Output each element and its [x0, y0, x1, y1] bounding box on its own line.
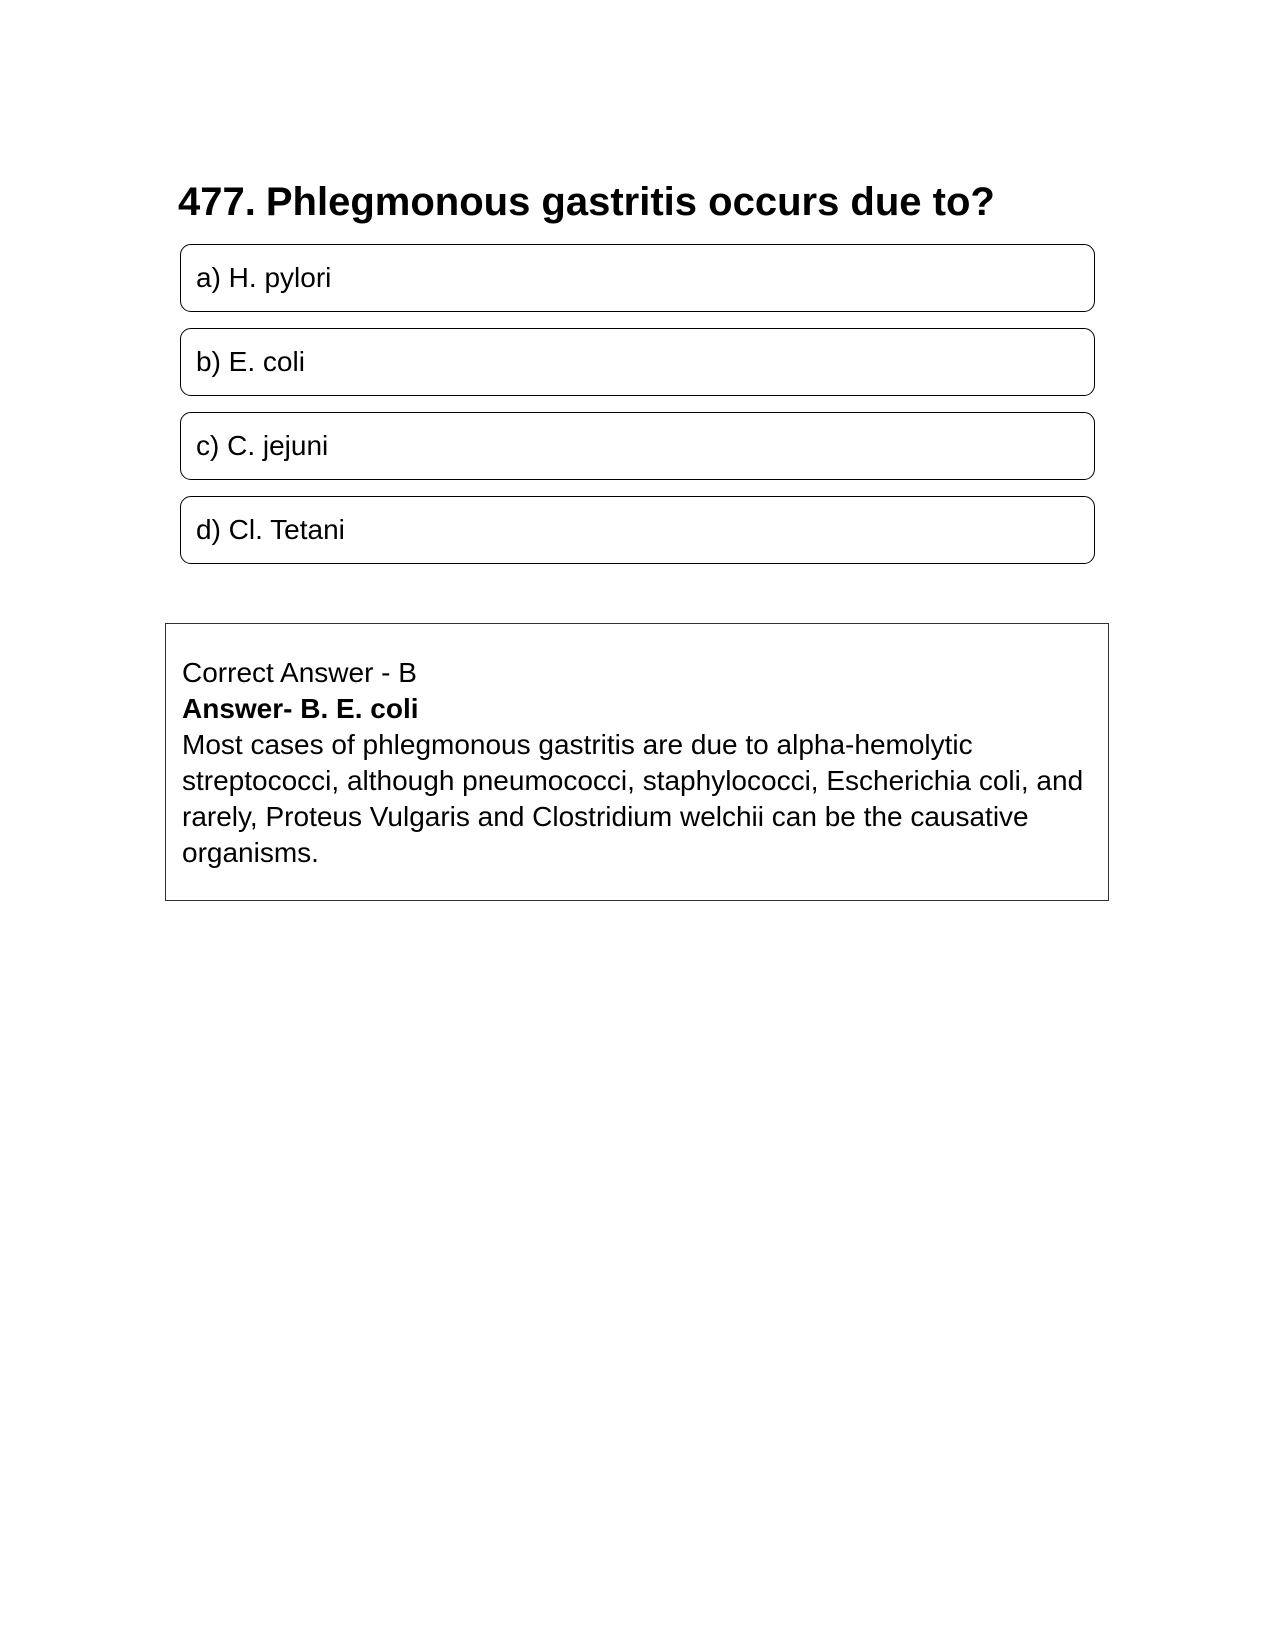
option-c[interactable]: c) C. jejuni: [180, 412, 1095, 480]
answer-title: Answer- B. E. coli: [182, 693, 419, 724]
correct-answer-label: Correct Answer - B: [182, 657, 417, 688]
answer-explanation: Most cases of phlegmonous gastritis are due to alpha-hemolytic streptococci, although pneumococci, staphylococci, Escherichia coli, and rarely, Proteus Vulgaris and Clostridium welchii can be the causative organisms.: [182, 729, 1084, 868]
question-text: Phlegmonous gastritis occurs due to?: [265, 180, 995, 224]
option-d[interactable]: d) Cl. Tetani: [180, 496, 1095, 564]
question-heading: [178, 178, 1098, 226]
option-a[interactable]: a) H. pylori: [180, 244, 1095, 312]
answer-box: [165, 623, 1109, 901]
option-b[interactable]: b) E. coli: [180, 328, 1095, 396]
question-number: 477.: [178, 180, 256, 224]
options-list: [180, 244, 1095, 580]
